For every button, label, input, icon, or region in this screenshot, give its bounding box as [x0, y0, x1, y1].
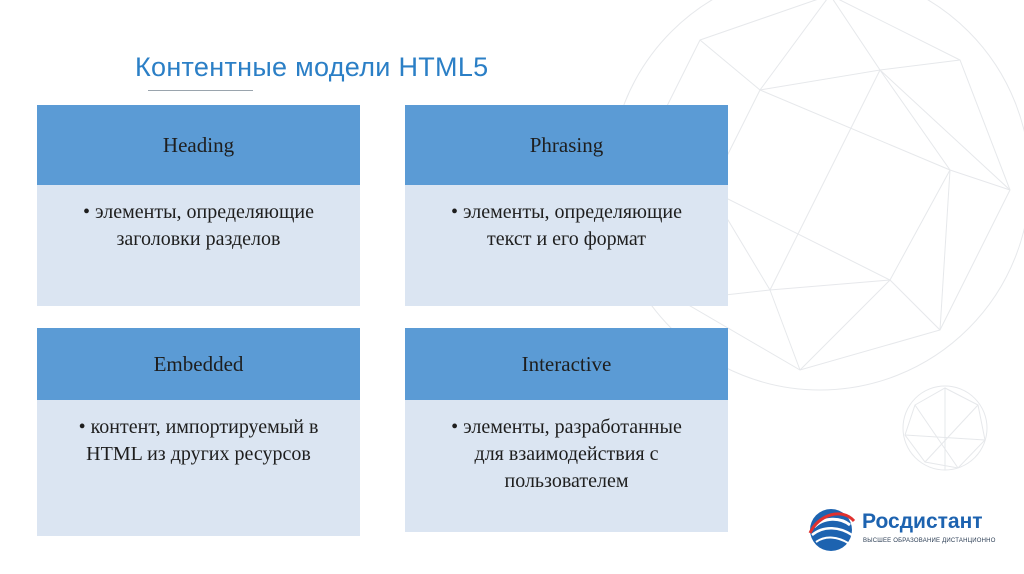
bullet-item: • элементы, разработанные для взаимодействия с пользователем: [437, 414, 697, 495]
globe-logo-icon: [806, 505, 856, 555]
card-body: [37, 400, 360, 536]
bullet-list: [69, 414, 329, 536]
bullet-item: • контент, импортируемый в HTML из других ресурсов: [69, 414, 329, 468]
card-header: Heading: [37, 105, 360, 185]
rosdistant-logo: [806, 505, 1006, 561]
card-body: [405, 400, 728, 532]
card-body: [405, 185, 728, 306]
bullet-item: • элементы, определяющие заголовки разделов: [69, 199, 329, 253]
bullet-list: [69, 199, 329, 306]
bullet-item: • элементы, определяющие текст и его формат: [437, 199, 697, 253]
slide-title: Контентные модели HTML5: [135, 52, 489, 82]
logo-tagline: ВЫСШЕЕ ОБРАЗОВАНИЕ ДИСТАНЦИОННО: [863, 538, 996, 544]
bullet-list: [437, 199, 697, 306]
card-embedded: [37, 328, 360, 536]
card-header: Interactive: [405, 328, 728, 400]
card-interactive: [405, 328, 728, 532]
card-header: Phrasing: [405, 105, 728, 185]
bullet-list: [437, 414, 697, 532]
logo-name: Росдистант: [862, 510, 983, 533]
card-heading: [37, 105, 360, 306]
card-phrasing: [405, 105, 728, 306]
card-body: [37, 185, 360, 306]
card-header: Embedded: [37, 328, 360, 400]
title-underline: [148, 90, 253, 91]
